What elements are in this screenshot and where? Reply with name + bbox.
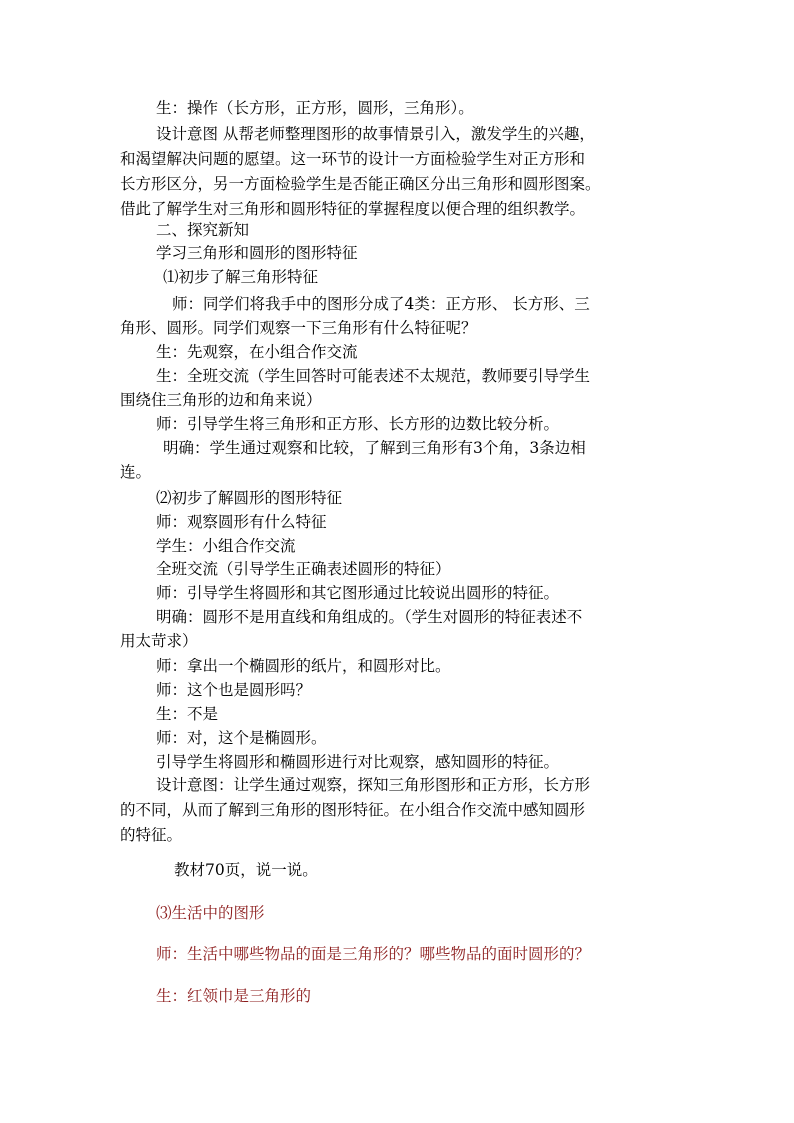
text-line-1: 生：操作（长方形，正方形，圆形，三角形）。 <box>156 99 474 117</box>
text-line-34: 师：生活中哪些物品的面是三角形的？哪些物品的面时圆形的？ <box>156 945 591 963</box>
text-line-3: 和渴望解决问题的愿望。这一环节的设计一方面检验学生对正方形和 <box>120 150 586 168</box>
text-line-33: ⑶生活中的图形 <box>156 904 265 922</box>
text-line-22: 明确：圆形不是用直线和角组成的。（学生对圆形的特征表述不 <box>156 608 583 626</box>
text-line-9: 师：同学们将我手中的图形分成了4类：正方形、 长方形、三 <box>172 295 590 313</box>
text-line-11: 生：先观察，在小组合作交流 <box>156 343 358 361</box>
text-line-16: 连。 <box>120 463 152 481</box>
text-line-13: 围绕住三角形的边和角来说） <box>120 391 322 409</box>
text-line-5: 借此了解学生对三角形和圆形特征的掌握程度以便合理的组织教学。 <box>120 200 586 218</box>
text-line-4: 长方形区分，另一方面检验学生是否能正确区分出三角形和圆形图案。 <box>120 175 601 193</box>
text-line-25: 师：这个也是圆形吗？ <box>156 681 312 699</box>
text-line-19: 学生：小组合作交流 <box>156 537 296 555</box>
text-line-8: ⑴初步了解三角形特征 <box>163 268 319 286</box>
text-line-23: 用太苛求） <box>120 632 198 650</box>
text-line-18: 师：观察圆形有什么特征 <box>156 513 327 531</box>
text-line-31: 的特征。 <box>120 826 183 844</box>
text-line-2: 设计意图 从帮老师整理图形的故事情景引入，激发学生的兴趣， <box>156 125 595 143</box>
text-line-14: 师：引导学生将三角形和正方形、长方形的边数比较分析。 <box>156 415 560 433</box>
subsection-heading: 学习三角形和圆形的图形特征 <box>156 244 358 262</box>
text-line-28: 引导学生将圆形和椭圆形进行对比观察，感知圆形的特征。 <box>156 753 560 771</box>
text-line-27: 师：对，这个是椭圆形。 <box>156 729 327 747</box>
text-line-26: 生：不是 <box>156 705 219 723</box>
text-line-24: 师：拿出一个椭圆形的纸片，和圆形对比。 <box>156 657 451 675</box>
text-line-17: ⑵初步了解圆形的图形特征 <box>156 489 343 507</box>
text-line-32: 教材70页，说一说。 <box>174 861 318 879</box>
text-line-20: 全班交流（引导学生正确表述圆形的特征） <box>156 560 451 578</box>
text-line-21: 师：引导学生将圆形和其它图形通过比较说出圆形的特征。 <box>156 584 560 602</box>
section-heading: 二、探究新知 <box>156 221 250 239</box>
text-line-29: 设计意图：让学生通过观察，探知三角形图形和正方形，长方形 <box>156 776 591 794</box>
text-line-30: 的不同，从而了解到三角形的图形特征。在小组合作交流中感知圆形 <box>120 801 586 819</box>
text-line-12: 生：全班交流（学生回答时可能表述不太规范，教师要引导学生 <box>156 367 591 385</box>
text-line-10: 角形、圆形。同学们观察一下三角形有什么特征呢？ <box>120 319 477 337</box>
text-line-35: 生：红领巾是三角形的 <box>156 987 312 1005</box>
text-line-15: 明确：学生通过观察和比较，了解到三角形有3个角，3条边相 <box>163 439 586 457</box>
